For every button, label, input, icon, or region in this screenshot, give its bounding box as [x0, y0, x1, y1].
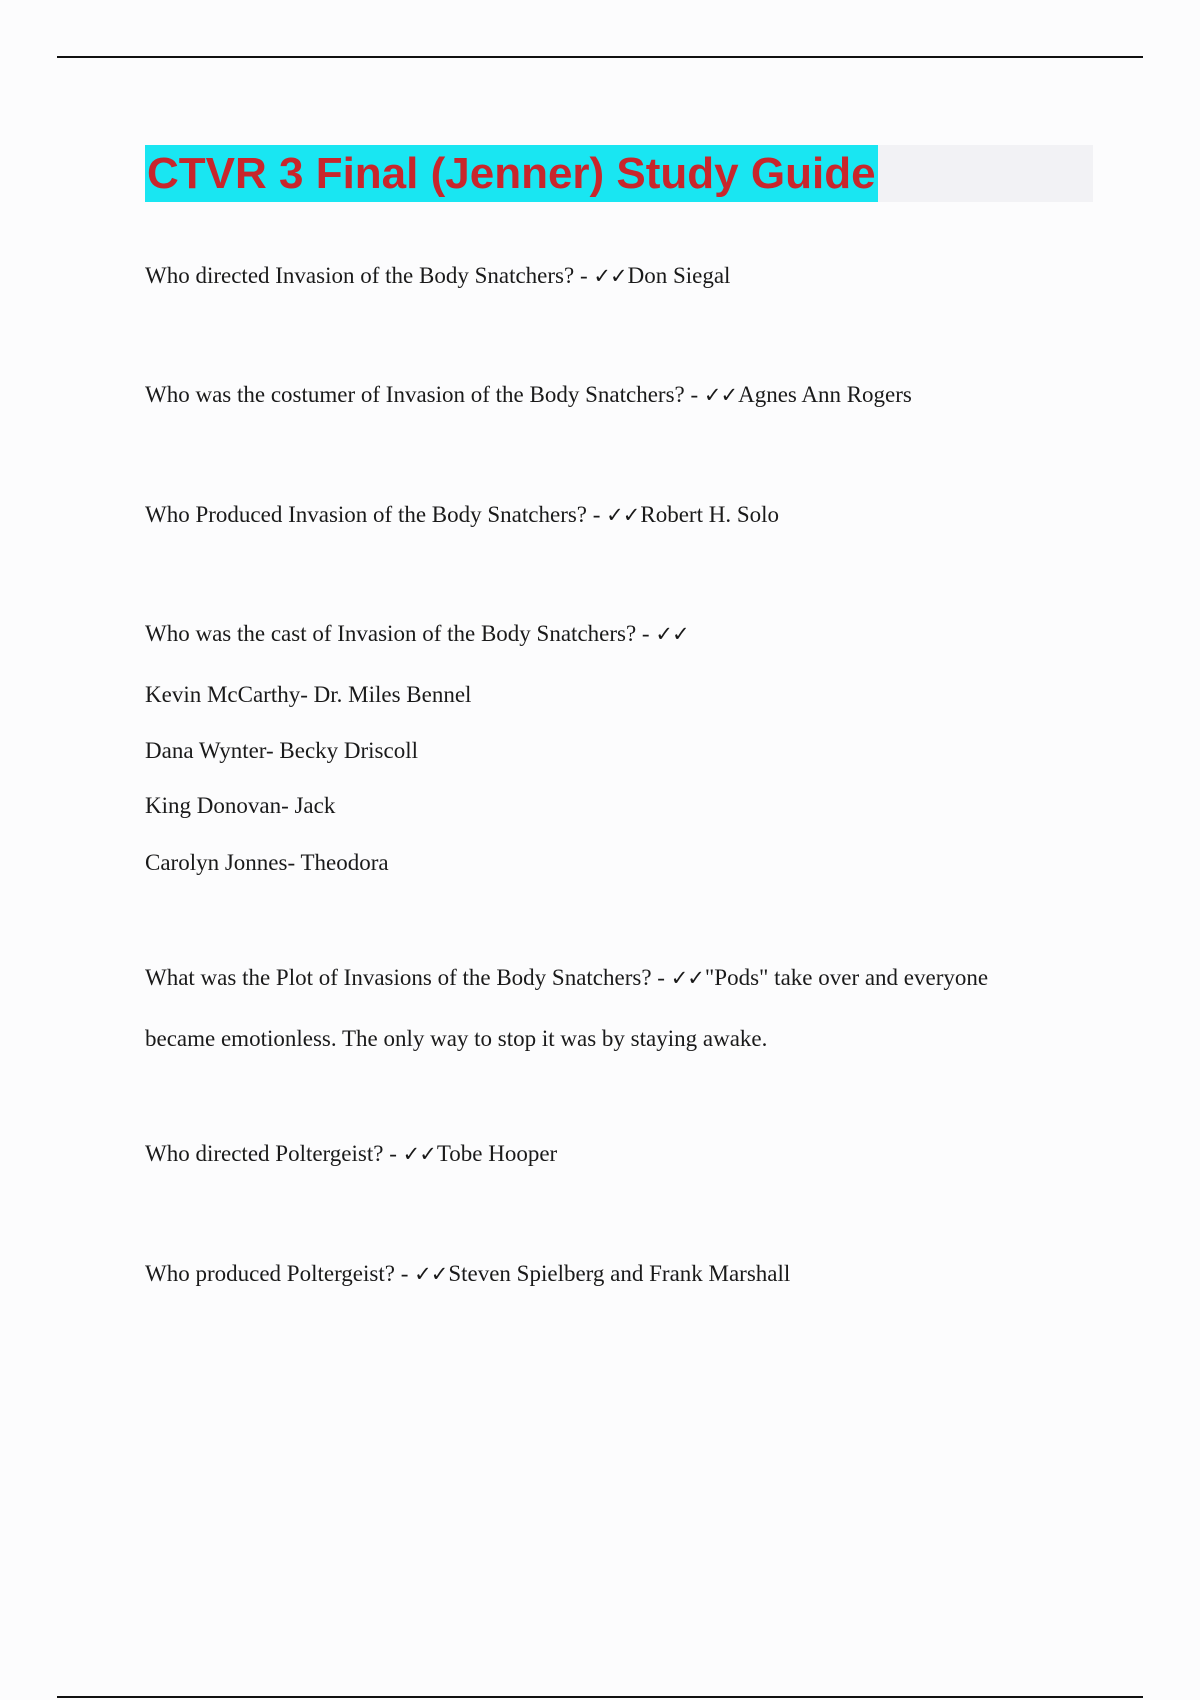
plot-continuation: became emotionless. The only way to stop it was by staying awake. — [145, 1026, 768, 1051]
answer-text: Robert H. Solo — [640, 502, 780, 527]
cast-list-item: Dana Wynter- Becky Driscoll — [145, 738, 419, 763]
top-rule — [57, 56, 1143, 58]
question-text: Who was the costumer of Invasion of the Body Snatchers? - — [145, 382, 704, 407]
question-text: What was the Plot of Invasions of the Body Snatchers? - — [145, 965, 671, 990]
qa-item-producer — [145, 500, 779, 530]
qa-item-plot — [145, 963, 988, 993]
answer-text: "Pods" take over and everyone — [704, 965, 989, 990]
qa-item-cast — [145, 619, 690, 649]
cast-list-item: Kevin McCarthy- Dr. Miles Bennel — [145, 682, 472, 707]
qa-item-poltergeist-producer — [145, 1259, 790, 1289]
double-check-icon: ✓✓ — [593, 264, 627, 288]
question-text: Who directed Invasion of the Body Snatchers? - — [145, 263, 594, 288]
double-check-icon: ✓✓ — [670, 966, 704, 990]
double-check-icon: ✓✓ — [414, 1262, 448, 1286]
answer-text: Tobe Hooper — [436, 1141, 558, 1166]
bottom-rule — [57, 1696, 1143, 1698]
double-check-icon: ✓✓ — [402, 1142, 436, 1166]
double-check-icon: ✓✓ — [606, 503, 640, 527]
answer-text: Steven Spielberg and Frank Marshall — [448, 1261, 791, 1286]
question-text: Who directed Poltergeist? - — [145, 1141, 403, 1166]
document-title: CTVR 3 Final (Jenner) Study Guide — [145, 145, 878, 202]
cast-list-item: Carolyn Jonnes- Theodora — [145, 850, 389, 875]
double-check-icon: ✓✓ — [703, 383, 738, 407]
question-text: Who produced Poltergeist? - — [145, 1261, 415, 1286]
qa-item-poltergeist-director — [145, 1139, 557, 1169]
answer-text: Agnes Ann Rogers — [738, 382, 912, 407]
double-check-icon: ✓✓ — [655, 622, 689, 646]
cast-list-item: King Donovan- Jack — [145, 793, 336, 818]
question-text: Who Produced Invasion of the Body Snatchers? - — [145, 502, 607, 527]
qa-item-director — [145, 261, 730, 291]
qa-item-costumer — [145, 380, 912, 410]
title-banner — [145, 145, 1093, 202]
answer-text: Don Siegal — [627, 263, 731, 288]
question-text: Who was the cast of Invasion of the Body Snatchers? - — [145, 621, 656, 646]
